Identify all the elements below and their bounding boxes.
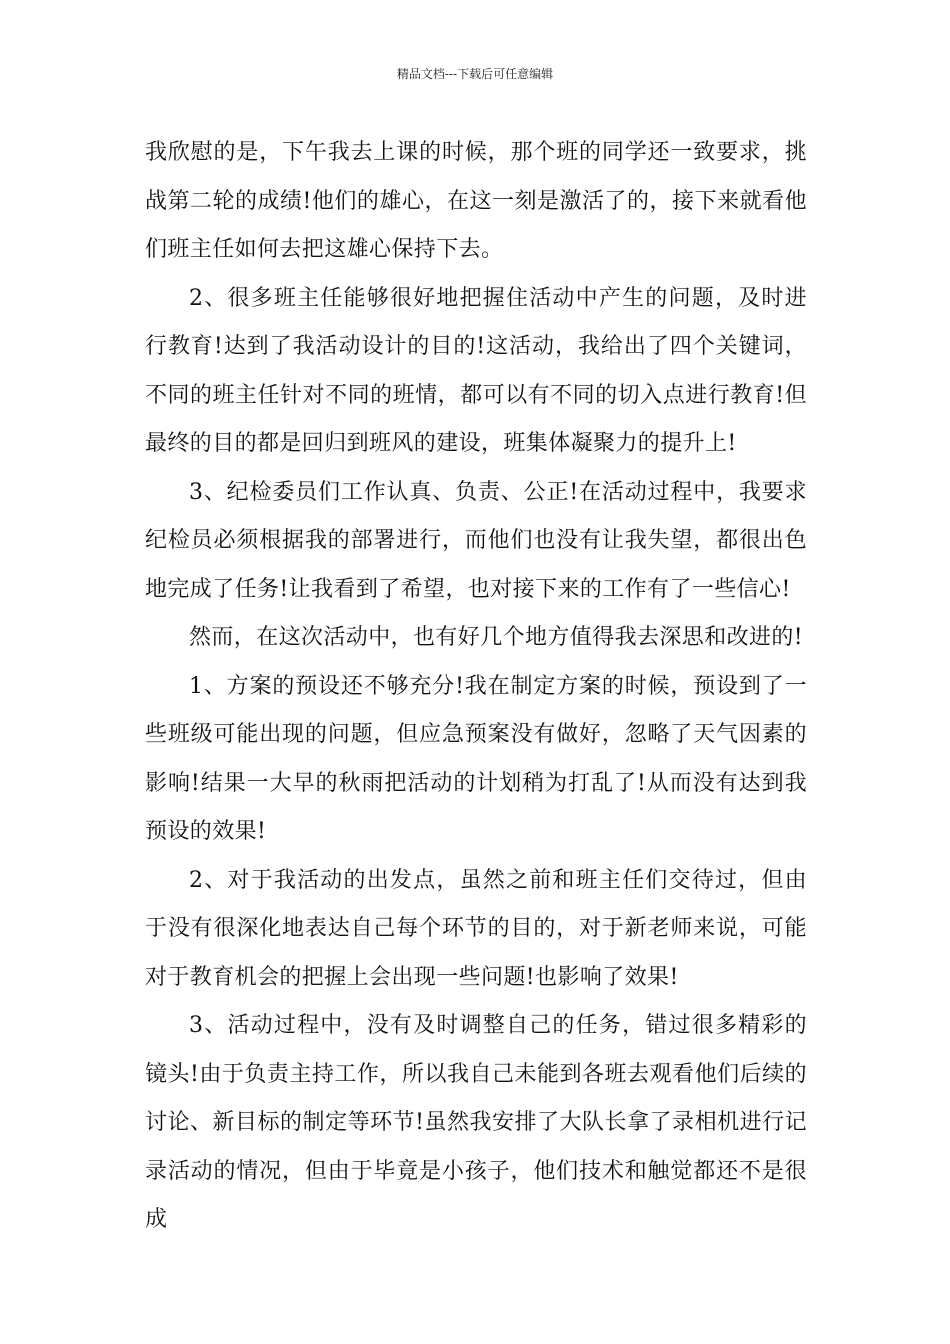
paragraph-6: 2、对于我活动的出发点，虽然之前和班主任们交待过，但由于没有很深化地表达自己每个环节的目的，对于新老师来说，可能对于教育机会的把握上会出现一些问题!也影响了效果! bbox=[145, 867, 807, 990]
paragraph-4: 然而，在这次活动中，也有好几个地方值得我去深思和改进的! bbox=[189, 625, 804, 650]
paragraph-7: 3、活动过程中，没有及时调整自己的任务，错过很多精彩的镜头!由于负责主持工作，所以我自己未能到各班去观看他们后续的讨论、新目标的制定等环节!虽然我安排了大队长拿了录相机进行记录活动的情况，但由于毕竟是小孩子，他们技术和触觉都还不是很成 bbox=[145, 1013, 807, 1232]
paragraph-1: 我欣慰的是，下午我去上课的时候，那个班的同学还一致要求，挑战第二轮的成绩!他们的雄心，在这一刻是激活了的，接下来就看他们班主任如何去把这雄心保持下去。 bbox=[145, 140, 807, 262]
document-body bbox=[145, 129, 807, 1245]
page-header: 精品文档---下载后可任意编辑 bbox=[396, 67, 554, 81]
paragraph-3: 3、纪检委员们工作认真、负责、公正!在活动过程中，我要求纪检员必须根据我的部署进行，而他们也没有让我失望，都很出色地完成了任务!让我看到了希望，也对接下来的工作有了一些信心! bbox=[145, 479, 807, 602]
paragraph-2: 2、很多班主任能够很好地把握住活动中产生的问题，及时进行教育!达到了我活动设计的目的!这活动，我给出了四个关键词，不同的班主任针对不同的班情，都可以有不同的切入点进行教育!但最终的目的都是回归到班风的建设，班集体凝聚力的提升上! bbox=[145, 285, 807, 456]
paragraph-5: 1、方案的预设还不够充分!我在制定方案的时候，预设到了一些班级可能出现的问题，但应急预案没有做好，忽略了天气因素的影响!结果一大早的秋雨把活动的计划稍为打乱了!从而没有达到我预设的效果! bbox=[145, 673, 807, 844]
